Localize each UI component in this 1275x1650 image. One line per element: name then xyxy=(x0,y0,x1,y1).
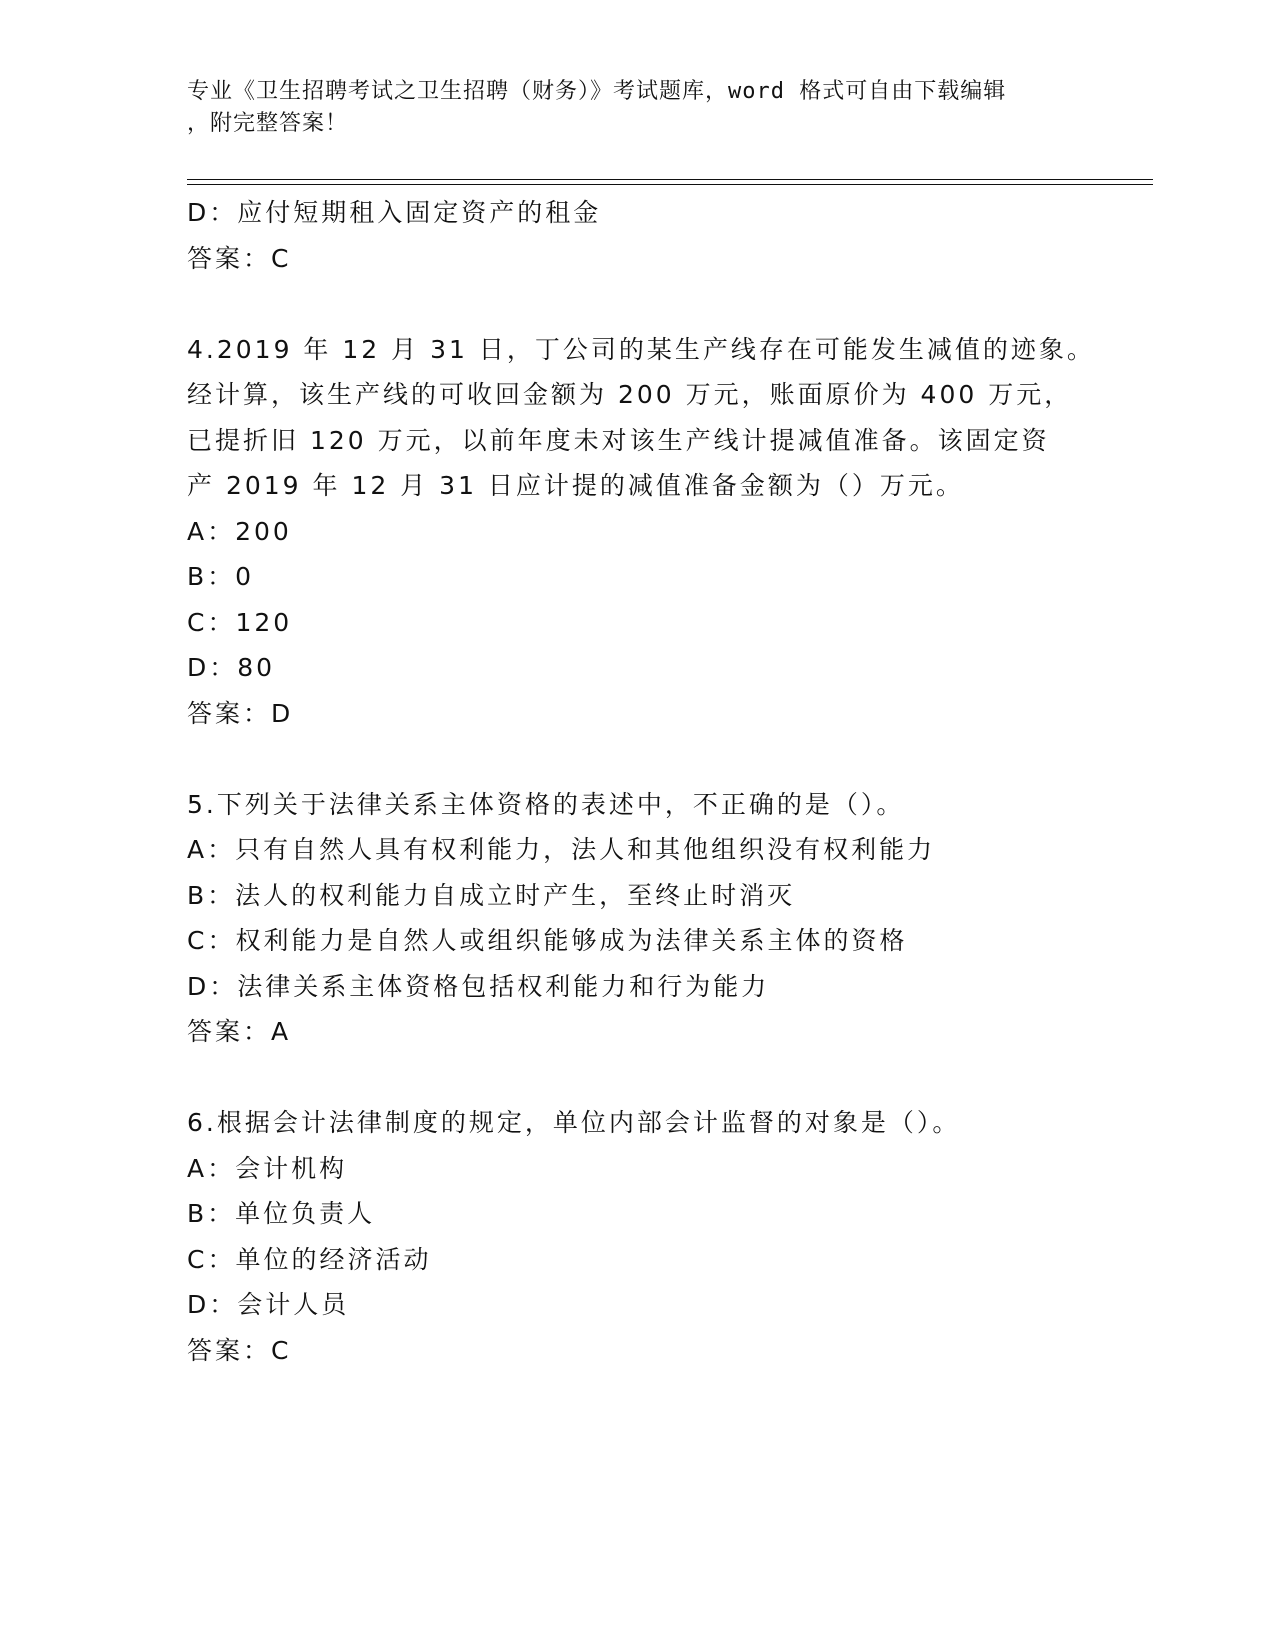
question-4 xyxy=(187,327,1095,737)
document-header xyxy=(187,76,1067,140)
header-rule-bottom xyxy=(187,184,1153,185)
option-a: A：200 xyxy=(187,516,292,546)
option-b: B：0 xyxy=(187,562,255,591)
question-content xyxy=(187,190,1095,1373)
option-b: B：单位负责人 xyxy=(187,1199,376,1228)
option-a: A：只有自然人具有权利能力，法人和其他组织没有权利能力 xyxy=(187,835,936,864)
option-d: D：法律关系主体资格包括权利能力和行为能力 xyxy=(187,971,770,1001)
question-5 xyxy=(187,782,1067,1055)
header-line-2: ，附完整答案！ xyxy=(187,111,349,136)
option-a: A：会计机构 xyxy=(187,1153,348,1183)
answer: 答案：A xyxy=(187,1017,292,1046)
question-stem: 产 2019 年 12 月 31 日应计提的减值准备金额为（）万元。 xyxy=(187,471,964,500)
option-b: B：法人的权利能力自成立时产生，至终止时消灭 xyxy=(187,880,796,910)
question-stem: 已提折旧 120 万元，以前年度未对该生产线计提减值准备。该固定资 xyxy=(187,425,1050,455)
spacer xyxy=(187,1055,1067,1101)
option-c: C：权利能力是自然人或组织能够成为法律关系主体的资格 xyxy=(187,926,908,955)
option-c: C：单位的经济活动 xyxy=(187,1244,432,1274)
spacer xyxy=(187,736,1067,782)
header-line-1: 专业《卫生招聘考试之卫生招聘（财务）》考试题库，word 格式可自由下载编辑 xyxy=(187,79,1007,104)
answer: 答案：C xyxy=(187,243,292,273)
header-rule-top xyxy=(187,179,1153,180)
answer: 答案：C xyxy=(187,1335,292,1365)
question-6 xyxy=(187,1100,1067,1373)
question-stem: 6.根据会计法律制度的规定，单位内部会计监督的对象是（）。 xyxy=(187,1108,961,1137)
question-stem: 5.下列关于法律关系主体资格的表述中，不正确的是（）。 xyxy=(187,789,905,819)
option-c: C：120 xyxy=(187,607,293,637)
option-d: D：应付短期租入固定资产的租金 xyxy=(187,198,602,227)
spacer xyxy=(187,281,1067,327)
answer: 答案：D xyxy=(187,698,294,728)
question-stem: 经计算，该生产线的可收回金额为 200 万元，账面原价为 400 万元， xyxy=(187,380,1073,409)
option-d: D：会计人员 xyxy=(187,1290,350,1319)
question-stem: 4.2019 年 12 月 31 日，丁公司的某生产线存在可能发生减值的迹象。 xyxy=(187,334,1095,364)
option-d: D：80 xyxy=(187,653,276,682)
